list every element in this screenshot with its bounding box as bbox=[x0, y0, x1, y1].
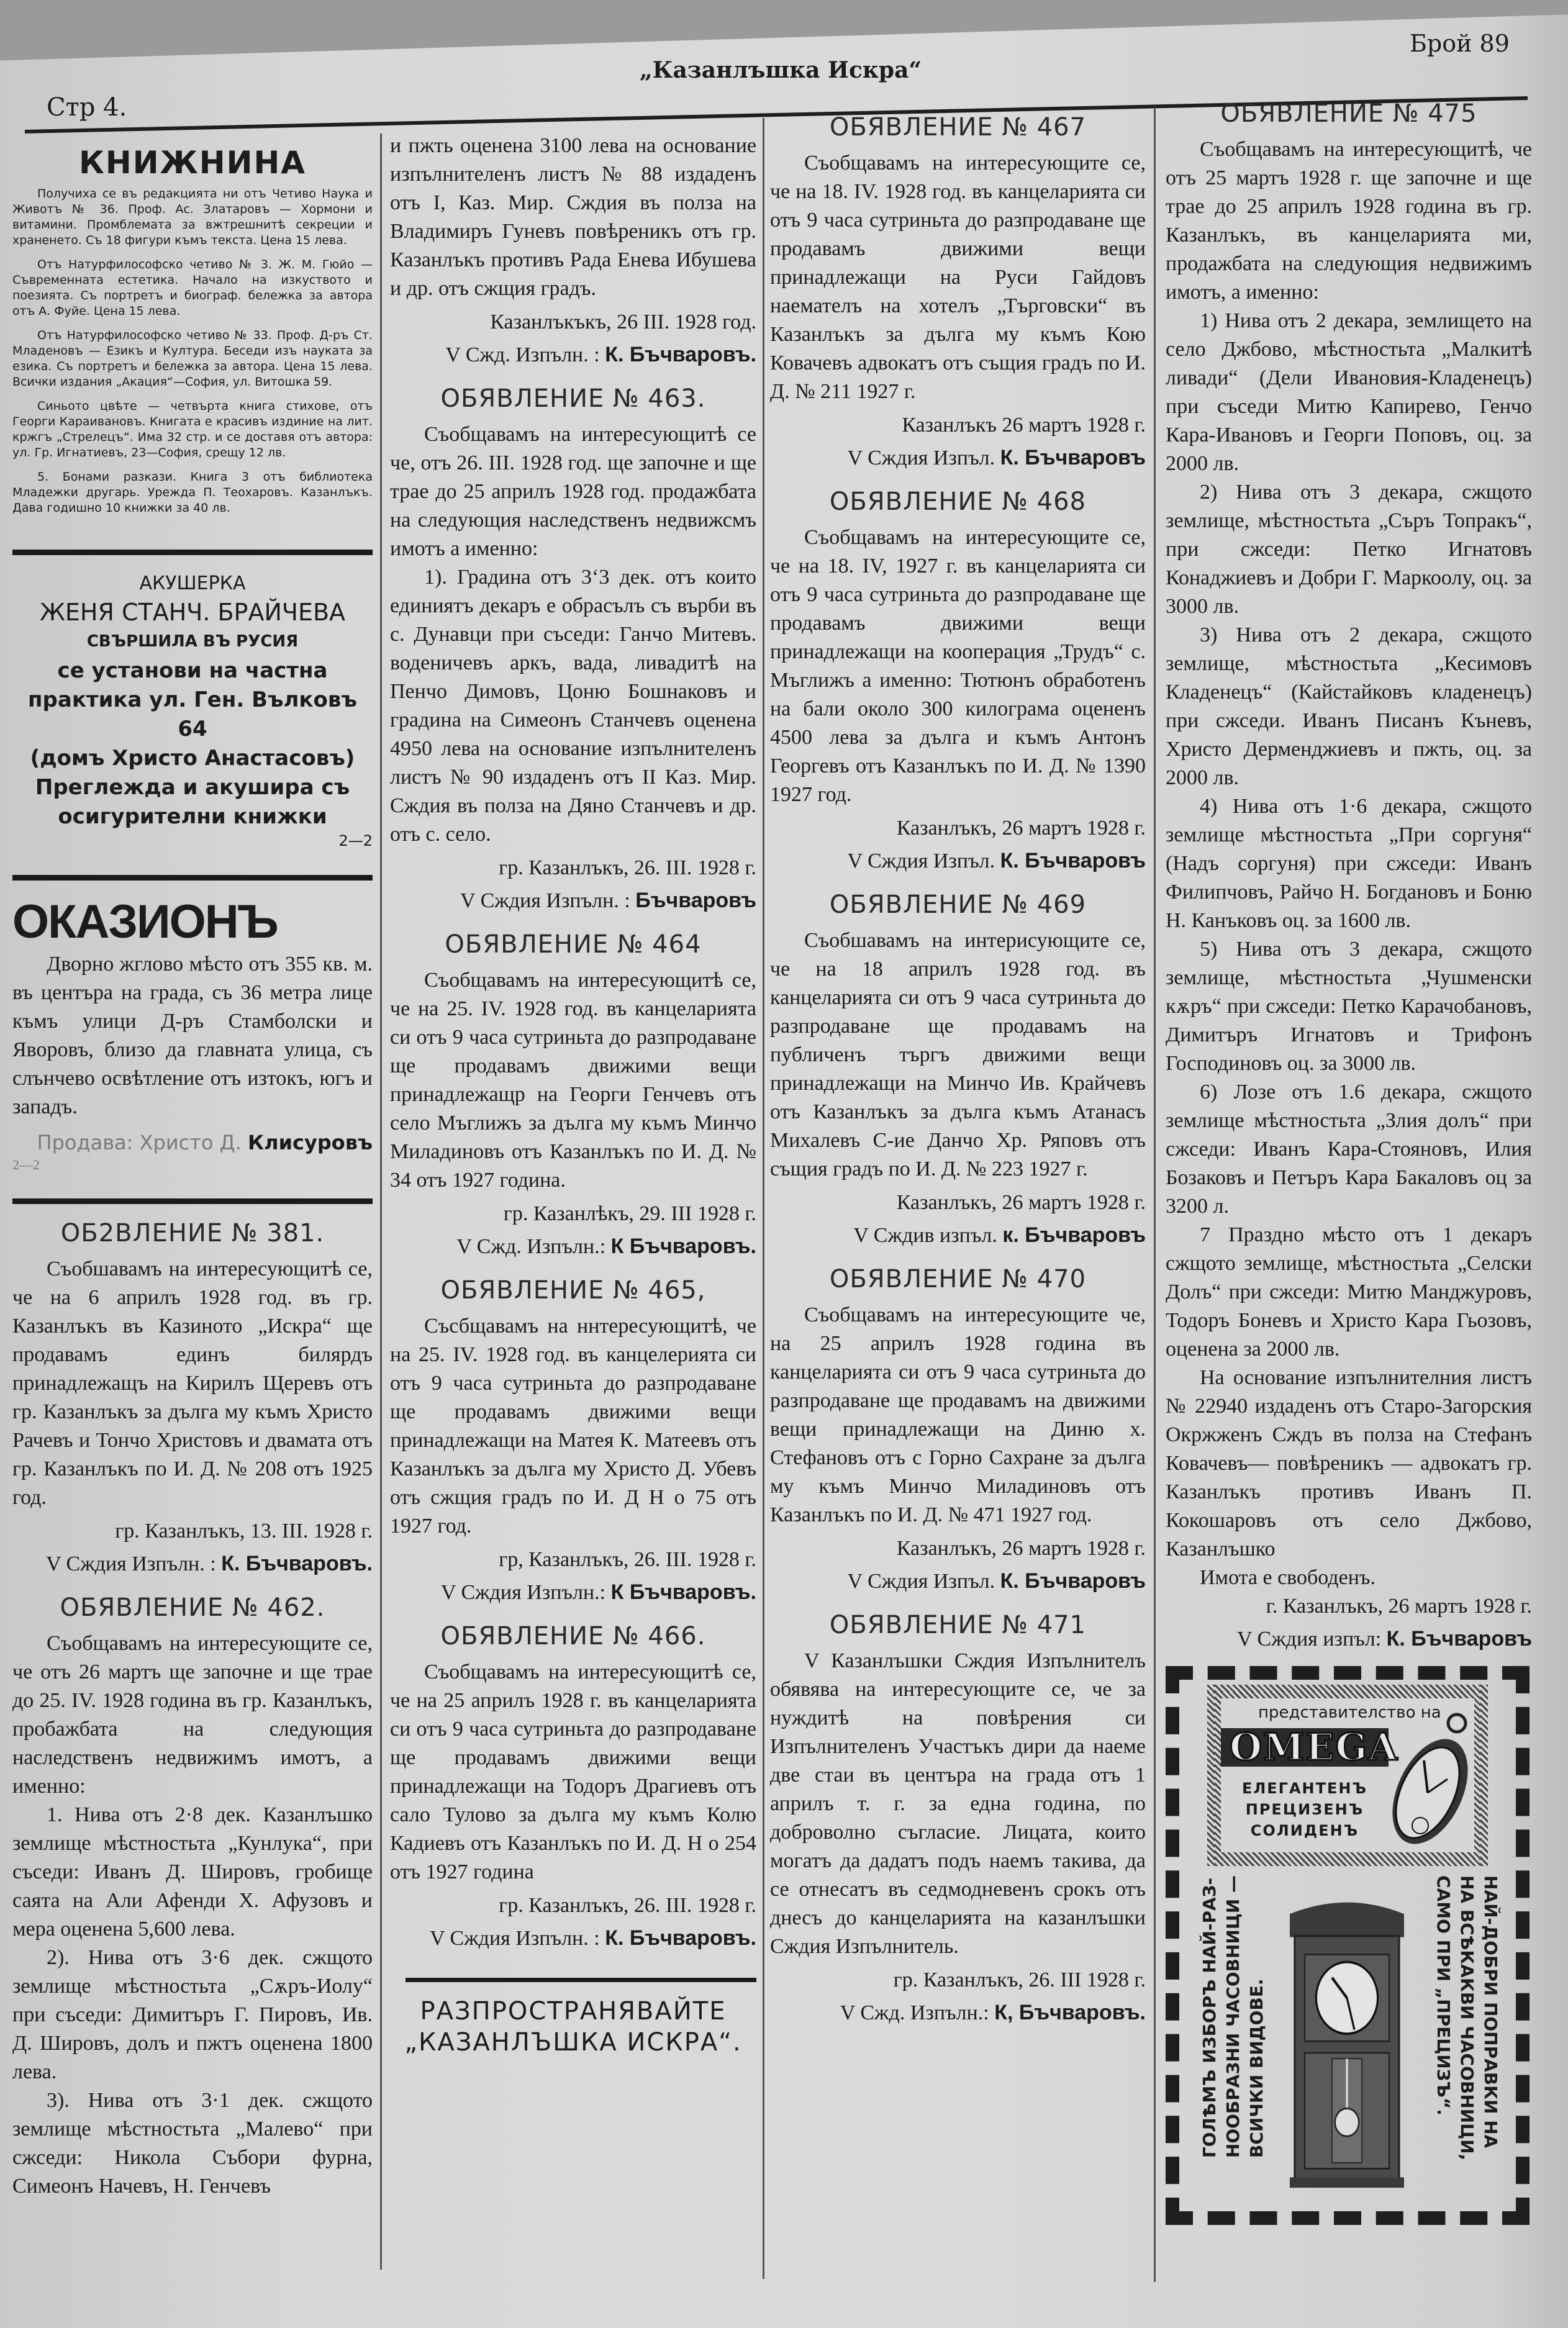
column-4 bbox=[1166, 98, 1532, 2225]
books-section bbox=[12, 143, 373, 525]
announcement-title: ОБЯВЛЕНИЕ № 475 bbox=[1220, 99, 1477, 128]
column-divider bbox=[380, 134, 382, 2270]
signature-name: К. Бъчваровъ bbox=[1000, 849, 1146, 872]
announcement-464 bbox=[390, 929, 756, 1261]
ad-text-line: ГОЛѢМЪ ИЗБОРЪ НАЙ-РАЗ- bbox=[1199, 1877, 1220, 2158]
books-title: КНИЖНИНА bbox=[79, 145, 306, 181]
announcement-body: Съобщавамъ на интересующите че, на 25 априлъ 1928 година въ канцеларията си отъ 9 часа сутриньта до разпродаване ще продавамъ на движими вещи принадлежащи на Диню х. Стефановъ отъ с Горно Сахране за дълга му къмъ Минчо Миладиновъ отъ Казанлъкъ по И. Д. № 471 1927 год. bbox=[770, 1303, 1146, 1526]
signature-name: К Бъчваровъ. bbox=[610, 1234, 756, 1258]
book-notice: Получиха се въ редакцията ни отъ Четиво Наука и Животъ № 36. Проф. Ас. Златаровъ — Хормони и витамини. Промблемата за вжтрешнитѣ секреции и храненето. Съ 18 фигури къмъ текста. Цена 15 лева. bbox=[12, 187, 373, 247]
announcement-title: ОБ2ВЛЕНИЕ № 381. bbox=[60, 1219, 325, 1248]
ad-line: се установи на частна bbox=[57, 658, 328, 683]
announcement-signature bbox=[390, 886, 756, 915]
property-status: Имота е свободенъ. bbox=[1200, 1566, 1375, 1589]
announcement-body: V Казанлъшки Сждия Изпълнителъ обявява на интересующите се, че за нуждитѣ на повѣрения си Изпълнителенъ Участъкъ дири да наеме две стаи въ центъра на града отъ 1 априлъ т. г. за една година, по доброволно съгласие. Лицата, които могатъ да дадатъ подъ наемъ такива, да се отнесатъ въ седмодневенъ срокъ отъ днесъ до канцеларията на казанлъшки Сждия Изпълнитель. bbox=[770, 1649, 1146, 1958]
announcement-body: Съобщавамъ на интересующите се, че на 18. IV. 1928 год. въ канцеларията си отъ 9 часа сутриньта до разпродаване ще продавамъ движими вещи принадлежащи на Руси Гайдовъ наемателъ на хотелъ „Търговски“ въ Казанлъкъ за дълга му къмъ Кою Ковачевъ адвокатъ отъ същия градъ по И. Д. № 211 1927 г. bbox=[770, 152, 1146, 403]
announcement-signature bbox=[770, 846, 1146, 876]
property-item: 1). Градина отъ 3‘3 дек. отъ които единиятъ декаръ е обрасълъ съ върби въ с. Дунавци при съседи: Ганчо Митевъ. воденичевъ аркъ, вада, ливадитѣ на Пенчо Димовъ, Цоню Бошнаковъ и градина на Симеонъ Станчевъ оценена 4950 лева на основание изпълнителенъ листъ № 90 издаденъ отъ II Каз. Мир. Сждия въ полза на Дяно Станчевъ и др. отъ с. село. bbox=[390, 566, 756, 846]
property-item: 1. Нива отъ 2·8 дек. Казанлъшко землище мѣстностьта „Кунлука“, при съседи: Иванъ Д. Шировъ, гробище саята на Али Афенди Х. Афузовъ и мера оценена 5,600 лева. bbox=[12, 1803, 373, 1941]
announcement-body: Съобщавамъ на интересующитѣ, че отъ 25 мартъ 1928 г. ще започне и ще трае до 25 априлъ 1928 година въ гр. Казанлъкъ, въ канцеларията ми, продажбата на следующия недвижимъ имотъ, а именно: bbox=[1166, 138, 1532, 304]
section-rule bbox=[406, 1978, 756, 1982]
section-rule bbox=[12, 875, 373, 881]
announcement-title: ОБЯВЛЕНИЕ № 466. bbox=[440, 1622, 706, 1651]
announcement-title: ОБЯВЛЕНИЕ № 465, bbox=[440, 1276, 706, 1305]
announcement-body: и пжть оценена 3100 лева на основание изпълнителенъ листъ № 88 издаденъ отъ I, Каз. Мир. Сждия въ полза на Владимиръ Гуневъ повѣреникъ отъ гр. Казанлъкъ противъ Рада Енева Ибушева и др. отъ сжщия градъ. bbox=[390, 134, 756, 300]
announcement-463 bbox=[390, 383, 756, 915]
announcement-465 bbox=[390, 1275, 756, 1607]
section-rule bbox=[12, 1198, 373, 1204]
announcement-466 bbox=[390, 1621, 756, 1953]
property-item: 6) Лозе отъ 1.6 декара, сжщото землище мѣстностьта „Злия долъ“ при сжседи: Иванъ Кара-Стояновъ, Илия Бозаковъ и Петъръ Кара Бакаловъ оц за 3200 л. bbox=[1166, 1080, 1532, 1218]
ad-text-line: ВСИЧКИ ВИДОВЕ. bbox=[1246, 1978, 1267, 2158]
property-item: 5) Нива отъ 3 декара, сжщото землище, мѣстностьта „Чушменски кѫръ“ при сжседи: Петко Карачобановъ, Димитъръ Игнатовъ и Трифонъ Господиновъ оц. за 3000 лв. bbox=[1166, 938, 1532, 1075]
omega-banner bbox=[1207, 1685, 1488, 1866]
announcement-date: гр. Казанлъкъ, 26. III. 1928 г. bbox=[499, 1894, 756, 1917]
ad-line: осигурителни книжки bbox=[58, 804, 327, 829]
signature-title: V Сжд. Изпълн.: bbox=[840, 2001, 989, 2024]
announcement-date: гр. Казанлѣкъ, 29. III 1928 г. bbox=[503, 1202, 756, 1225]
slogan bbox=[390, 1996, 756, 2058]
column-3 bbox=[770, 112, 1146, 2041]
announcement-title: ОБЯВЛЕНИЕ № 469 bbox=[829, 890, 1087, 919]
omega-rep: представителство на bbox=[1258, 1703, 1441, 1722]
announcement-body: Съсбщавамъ на ннтересующитѣ, че на 25. IV. 1928 год. въ канцелерията си отъ 9 часа сутриньта до разпродаване ще продавамъ движими вещи принадлежащи на Матея К. Матеевъ отъ Казанлъкъ за дълга му Христо Д. Убевъ отъ сжщия градъ по И. Д Н о 75 отъ 1927 год. bbox=[390, 1315, 756, 1538]
announcement-signature bbox=[770, 1567, 1146, 1596]
tag: ПРЕЦИЗЕНЪ bbox=[1245, 1801, 1364, 1818]
announcement-date: г. Казанлъкъ, 26 мартъ 1928 г. bbox=[1266, 1595, 1532, 1618]
signature-title: V Сждия изпъл: bbox=[1237, 1628, 1382, 1651]
midwife-ad bbox=[12, 569, 373, 850]
ad-text-line: НАЙ-ДОБРИ ПОПРАВКИ НА bbox=[1480, 1875, 1501, 2149]
announcement-date: Казанлъкъкъ, 26 III. 1928 год. bbox=[490, 310, 756, 333]
signature-title: V Сждия Изпълн. : bbox=[430, 1927, 600, 1950]
pocket-watch-icon bbox=[1392, 1711, 1472, 1854]
signature-title: V Сждия Изпъл. bbox=[847, 1570, 995, 1593]
announcement-475 bbox=[1166, 98, 1532, 1654]
property-item: 2). Нива отъ 3·6 дек. сжщото землище мѣстностьта „Сѫръ-Иолу“ при съседи: Димитъръ Г. Пировъ, Ив. Д. Шировъ, долъ и пжтъ оценена 1800 лева. bbox=[12, 1946, 373, 2083]
signature-name: К. Бъчваровъ bbox=[1386, 1627, 1532, 1651]
run-count: 2—2 bbox=[338, 832, 373, 849]
property-item: 7 Праздно мѣсто отъ 1 декаръ сжщото землище, мѣстностьта „Селски Долъ“ при сжседи: Митю Манджуровъ, Тодоръ Боневъ и Христо Кара Гьозовъ, оценена за 2000 лв. bbox=[1166, 1223, 1532, 1361]
announcement-signature bbox=[1166, 1624, 1532, 1654]
run-count: 2—2 bbox=[12, 1157, 40, 1172]
occasion-title: ОКАЗИОНЪ bbox=[12, 895, 278, 948]
announcement-date: Казанлъкъ, 26 мартъ 1928 г. bbox=[896, 1537, 1146, 1560]
page-number: Стр 4. bbox=[47, 93, 127, 122]
announcement-date: гр. Казанлъкъ, 13. III. 1928 г. bbox=[115, 1520, 373, 1542]
slogan-line: „КАЗАНЛЪШКА ИСКРА“. bbox=[404, 2028, 742, 2057]
announcement-signature bbox=[390, 340, 756, 369]
signature-name: К. Бъчваровъ bbox=[1000, 1569, 1146, 1593]
occasion-seller bbox=[12, 1129, 373, 1156]
announcement-date: Казанлъкъ, 26 мартъ 1928 г. bbox=[896, 1191, 1146, 1214]
signature-title: V Сждия Изпъл. bbox=[847, 849, 995, 872]
announcement-signature bbox=[770, 1998, 1146, 2027]
announcement-title: ОБЯВЛЕНИЕ № 462. bbox=[60, 1593, 325, 1622]
book-notice: Отъ Натурфилософско четиво № 33. Проф. Д-ръ Ст. Младеновъ — Езикъ и Култура. Беседи изъ науката за езика. Съ портретъ и бележка за автора. Цена 15 лева. Всички издания „Акация“—София, ул. Витошка 59. bbox=[12, 328, 373, 389]
announcement-title: ОБЯВЛЕНИЕ № 467 bbox=[829, 113, 1087, 142]
property-item: 3). Нива отъ 3·1 дек. сжщото землище мѣстностьта „Малево“ при сжседи: Никола Събори фурна, Симеонъ Начевъ, Н. Генчевъ bbox=[12, 2089, 373, 2198]
announcement-381 bbox=[12, 1218, 373, 1578]
occasion-body: Дворно жглово мѣсто отъ 355 кв. м. въ центъра на града, съ 36 метра лице къмъ улици Д-ръ Стамболски и Яворовъ, близо да главната улица, съ слънчево освѣтление отъ изтокъ, югъ и западъ. bbox=[12, 953, 373, 1118]
announcement-body: Съобщавамъ на интересующитѣ се, че на 25 априлъ 1928 г. въ канцеларията си отъ 9 часа сутриньта до разпродаване ще продавамъ движими вещи принадлежащи на Тодоръ Драгиевъ отъ сало Тулово за дълга му къмъ Колю Кадиевъ отъ Казанлъкъ по И. Д. Н о 254 отъ 1927 година bbox=[390, 1660, 756, 1883]
ad-right-text bbox=[1431, 1875, 1502, 2160]
ad-left-text bbox=[1198, 1875, 1269, 2158]
announcement-body: Съобщавамъ на интересующитѣ се, че на 25. IV. 1928 год. въ канцеларията си отъ 9 часа сутриньта до разпродаване ще продавамъ движими вещи принадлежащр на Георги Генчевъ отъ село Мъглижъ за дълга му къмъ Минчо Миладиновъ отъ Казанлъкъ по И. Д. № 34 отъ 1927 година. bbox=[390, 969, 756, 1192]
signature-title: V Сждив изпъл. bbox=[853, 1224, 997, 1247]
signature-name: К. Бъчваровъ. bbox=[221, 1552, 373, 1575]
announcement-title: ОБЯВЛЕНИЕ № 470 bbox=[829, 1265, 1087, 1293]
ad-line: практика ул. Ген. Вълковъ 64 bbox=[28, 687, 357, 741]
signature-name: К Бъчваровъ. bbox=[610, 1580, 756, 1604]
ad-text-line: САМО ПРИ „ПРЕЦИЗЪ“. bbox=[1433, 1875, 1454, 2116]
announcement-body: Съобшавамъ на интересующитѣ се, че на 6 априлъ 1928 год. въ гр. Казанлъкъ въ Казиното „Искра“ ще продавамъ единъ билярдъ принадлежащъ на Кирилъ Щеревъ отъ гр. Казанлъкъ за дълга му къмъ Христо Рачевъ и Тончо Христовъ и двамата отъ гр. Казанлъкъ по И. Д. № 208 отъ 1925 год. bbox=[12, 1257, 373, 1509]
announcement-date: гр, Казанлъкъ, 26. III. 1928 г. bbox=[499, 1548, 756, 1571]
signature-name: К. Бъчваровъ bbox=[1000, 446, 1146, 469]
announcement-469 bbox=[770, 889, 1146, 1250]
book-notice: Отъ Натурфилософско четиво № 3. Ж. М. Гюйо — Съвременната естетика. Начало на изкуството и поезията. Съ портретъ и биограф. бележка за автора отъ А. Фуйе. Цена 15 лева. bbox=[12, 258, 373, 318]
announcement-signature bbox=[770, 443, 1146, 473]
tag: СОЛИДЕНЪ bbox=[1250, 1822, 1359, 1839]
announcement-body: Съобщавамъ на интересующите се, че отъ 26 мартъ ще започне и ще трае до 25. IV. 1928 година въ гр. Казанлъкъ, пробажбата на следующия наследственъ недвижимъ имотъ, а именно: bbox=[12, 1632, 373, 1798]
seller-label: Продава: Христо Д. bbox=[37, 1131, 242, 1154]
announcement-title: ОБЯВЛЕНИЕ № 463. bbox=[440, 384, 706, 413]
announcement-title: ОБЯВЛЕНИЕ № 471 bbox=[829, 1611, 1087, 1639]
signature-name: К, Бъчваровъ. bbox=[994, 2001, 1146, 2024]
announcement-468 bbox=[770, 486, 1146, 876]
tag: ЕЛЕГАНТЕНЪ bbox=[1241, 1780, 1368, 1797]
ad-text-line: НООБРАЗНИ ЧАСОВНИЦИ — bbox=[1223, 1875, 1243, 2158]
announcement-title: ОБЯВЛЕНИЕ № 464 bbox=[445, 930, 702, 959]
slogan-line: РАЗПРОСТРАНЯВАЙТЕ bbox=[420, 1997, 727, 2026]
column-divider bbox=[763, 118, 764, 2279]
announcement-470 bbox=[770, 1264, 1146, 1596]
property-item: 2) Нива отъ 3 декара, сжщото землище, мѣстностьта „Съръ Топракъ“, при сжседи: Петко Игнатовъ Конаджиевъ и Добри Г. Маркоолу, оц. за 3000 лв. bbox=[1166, 481, 1532, 618]
omega-logo: OMEGA bbox=[1230, 1726, 1399, 1769]
signature-name: К. Бъчваровъ. bbox=[605, 343, 756, 366]
announcement-date: Казанлъкъ, 26 мартъ 1928 г. bbox=[896, 817, 1146, 840]
signature-name: к. Бъчваровъ bbox=[1002, 1223, 1146, 1247]
signature-title: V Сждия Изпъл. bbox=[847, 446, 995, 469]
ad-line: Преглежда и акушира съ bbox=[35, 775, 350, 800]
ad-line: АКУШЕРКА bbox=[139, 573, 246, 594]
announcement-signature bbox=[390, 1578, 756, 1607]
seller-name: Клисуровъ bbox=[247, 1131, 373, 1154]
newspaper-title: „Казанлъшка Искра“ bbox=[640, 57, 922, 83]
property-item: 4) Нива отъ 1·6 декара, сжщото землище мѣстностьта „При соргуня“ (Надъ соргуня) при сжседи: Иванъ Филипчовъ, Райчо Н. Богдановъ и Боню Н. Канъковъ оц. за 1600 лв. bbox=[1166, 795, 1532, 932]
section-rule bbox=[12, 550, 373, 555]
announcement-462 bbox=[12, 1592, 373, 2201]
signature-title: V Сждия Изпълн.: bbox=[441, 1581, 606, 1604]
column-2 bbox=[390, 132, 756, 2072]
book-notice: Синьото цвѣте — четвърта книга стихове, отъ Георги Караивановъ. Книгата е красивъ издиние на лит. кржгъ „Стрелецъ“. Има 32 стр. и се доставя отъ автора: ул. Гр. Игнатиевъ, 23—София, срещу 12 лв. bbox=[12, 399, 373, 460]
signature-name: Бъчваровъ bbox=[635, 889, 756, 912]
announcement-body: Съобшавамъ на интерисующите се, че на 18 априлъ 1928 год. въ канцеларията си отъ 9 часа сутриньта до разпродаване ще продавамъ на публиченъ търгъ движими вещи принадлежащи на Минчо Ив. Крайчевъ отъ Казанлъкъ за дълга къмъ Атанасъ Михалевъ С-ие Данчо Хр. Ряповъ отъ същия градъ по И. Д. № 223 1927 г. bbox=[770, 929, 1146, 1180]
property-item: 1) Нива отъ 2 декара, землището на село Джбово, мѣстностьта „Малкитѣ ливади“ (Дели Ивановия-Кладенецъ) при съседи Митю Капирево, Генчо Кара-Ивановъ и Георги Поповъ, оц. за 2000 лв. bbox=[1166, 309, 1532, 475]
signature-title: V Сжд. Изпълн. : bbox=[445, 343, 600, 366]
signature-title: V Сжд. Изпълн.: bbox=[456, 1235, 606, 1258]
announcement-471 bbox=[770, 1610, 1146, 2027]
issue-number: Брой 89 bbox=[1410, 30, 1510, 57]
ad-line: ЖЕНЯ СТАНЧ. БРАЙЧЕВА bbox=[39, 599, 346, 626]
watch-shop-ad bbox=[1166, 1666, 1529, 2225]
announcement-467 bbox=[770, 112, 1146, 473]
signature-title: V Сждия Изпълн. : bbox=[460, 889, 630, 912]
announcement-462-continued bbox=[390, 132, 756, 369]
announcement-body: Съобщавамъ на интересующите се, че на 18. IV, 1927 г. въ канцеларията си отъ 9 часа сутриньта до разпродаване ще продавамъ движими вещи принадлежащи на кооперация „Трудъ“ с. Мъглижъ а именно: Тютюнъ обработенъ на бали около 300 килограма оцененъ 4500 лева за дълга и къмъ Антонъ Георгевъ отъ Казанлъкъ по И. Д. № 1390 1927 год. bbox=[770, 526, 1146, 806]
announcement-signature bbox=[12, 1549, 373, 1578]
signature-title: V Сждия Изпълн. : bbox=[46, 1552, 216, 1575]
announcement-signature bbox=[390, 1232, 756, 1261]
announcement-closing: На основание изпълнителния листъ № 22940 издаденъ отъ Старо-Загорския Окржженъ Сждъ въ полза на Стефанъ Ковачевъ— повѣреникъ — адвокатъ гр. Казанлъкъ противъ Иванъ П. Кокошаровъ отъ село Джбово, Казанлъшко bbox=[1166, 1366, 1532, 1560]
signature-name: К. Бъчваровъ. bbox=[605, 1926, 756, 1950]
ad-text-line: НА ВСѢКАКВИ ЧАСОВНИЦИ, bbox=[1457, 1875, 1477, 2161]
omega-tags bbox=[1233, 1778, 1376, 1841]
announcement-date: гр. Казанлъкъ, 26. III. 1928 г. bbox=[499, 856, 756, 879]
property-item: 3) Нива отъ 2 декара, сжщото землище, мѣстностьта „Кесимовъ Кладенецъ“ (Кайстайковъ кладенецъ) при сжседи. Иванъ Писанъ Къневъ, Христо Дерменджиевъ и пжть, оц. за 2000 лв. bbox=[1166, 623, 1532, 789]
ad-line: (домъ Христо Анастасовъ) bbox=[30, 746, 355, 771]
ad-line: СВЪРШИЛА ВЪ РУСИЯ bbox=[86, 632, 299, 651]
announcement-date: Казанлъкъ 26 мартъ 1928 г. bbox=[902, 414, 1146, 437]
column-divider bbox=[1154, 109, 1156, 2282]
announcement-title: ОБЯВЛЕНИЕ № 468 bbox=[829, 487, 1087, 516]
book-notice: 5. Бонами разкази. Книга 3 отъ библиотека Младежки другарь. Урежда П. Теохаровъ. Казанлъкъ. Дава годишно 10 книжки за 40 лв. bbox=[12, 470, 373, 515]
column-1 bbox=[12, 143, 373, 2214]
wall-clock-icon bbox=[1285, 1891, 1409, 2189]
occasion-ad bbox=[12, 894, 373, 1174]
announcement-signature bbox=[770, 1221, 1146, 1250]
announcement-signature bbox=[390, 1924, 756, 1953]
announcement-date: гр. Казанлъкъ, 26. III 1928 г. bbox=[893, 1968, 1146, 1991]
announcement-body: Съобщавамъ на интересующитѣ се че, отъ 26. III. 1928 год. ще започне и ще трае до 25 априлъ 1928 год. продажбата на следующия наследственъ недвижсмъ имотъ а именно: bbox=[390, 423, 756, 560]
